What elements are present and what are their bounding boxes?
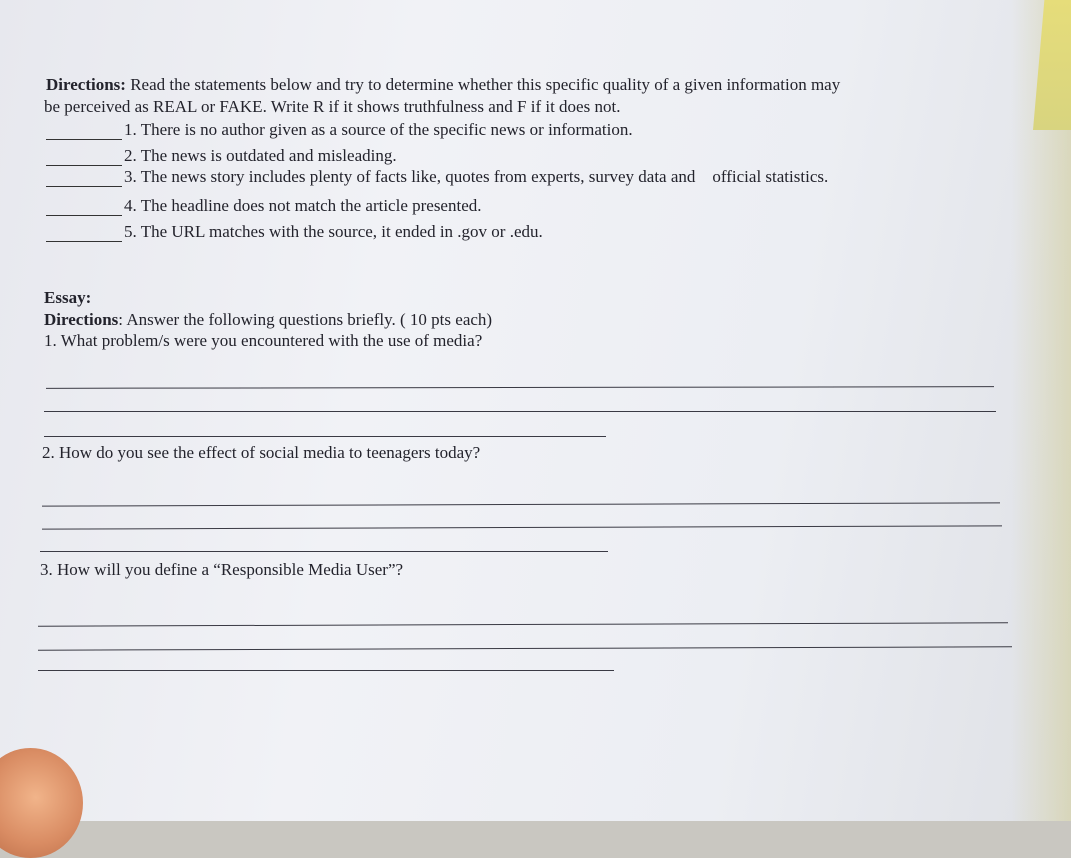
answer-blank-5[interactable] [46,227,122,242]
answer-line-2b[interactable] [42,525,1002,529]
directions-label: Directions: [46,75,126,94]
essay-question-2: 2. How do you see the effect of social media to teenagers today? [42,443,481,462]
answer-blank-2[interactable] [46,151,122,166]
answer-line-3b[interactable] [38,646,1012,650]
statement-2 [46,146,397,166]
statement-text-5: 5. The URL matches with the source, it ended in .gov or .edu. [124,222,543,241]
statement-text-3: 3. The news story includes plenty of facts like, quotes from experts, survey data and official statistics. [124,167,829,186]
statement-5 [46,222,543,242]
essay-question-3: 3. How will you define a “Responsible Media User”? [40,560,404,579]
statement-4 [46,196,482,216]
directions-text-1: Read the statements below and try to determine whether this specific quality of a given information may [125,75,841,94]
essay-directions-label: Directions [44,310,119,329]
answer-line-1b[interactable] [44,411,996,412]
answer-line-2c[interactable] [40,551,608,552]
answer-line-3c[interactable] [38,670,614,671]
essay-directions [44,310,492,330]
directions-line-2: be perceived as REAL or FAKE. Write R if it shows truthfulness and F if it does not. [44,97,621,116]
essay-question-1: 1. What problem/s were you encountered with the use of media? [44,331,483,350]
answer-blank-3[interactable] [46,172,122,187]
statement-text-2: 2. The news is outdated and misleading. [124,146,397,165]
statement-text-4: 4. The headline does not match the article presented. [124,196,482,215]
answer-line-2a[interactable] [42,502,1000,506]
statement-3 [46,167,828,187]
essay-directions-text: : Answer the following questions briefly. ( 10 pts each) [118,310,493,329]
statement-1 [46,120,633,140]
answer-line-1c[interactable] [44,436,606,437]
answer-line-1a[interactable] [46,386,994,389]
answer-line-3a[interactable] [38,622,1008,626]
essay-heading: Essay: [44,288,92,307]
statement-text-1: 1. There is no author given as a source of the specific news or information. [124,120,633,139]
answer-blank-4[interactable] [46,201,122,216]
directions-line-1 [46,75,840,95]
answer-blank-1[interactable] [46,125,122,140]
